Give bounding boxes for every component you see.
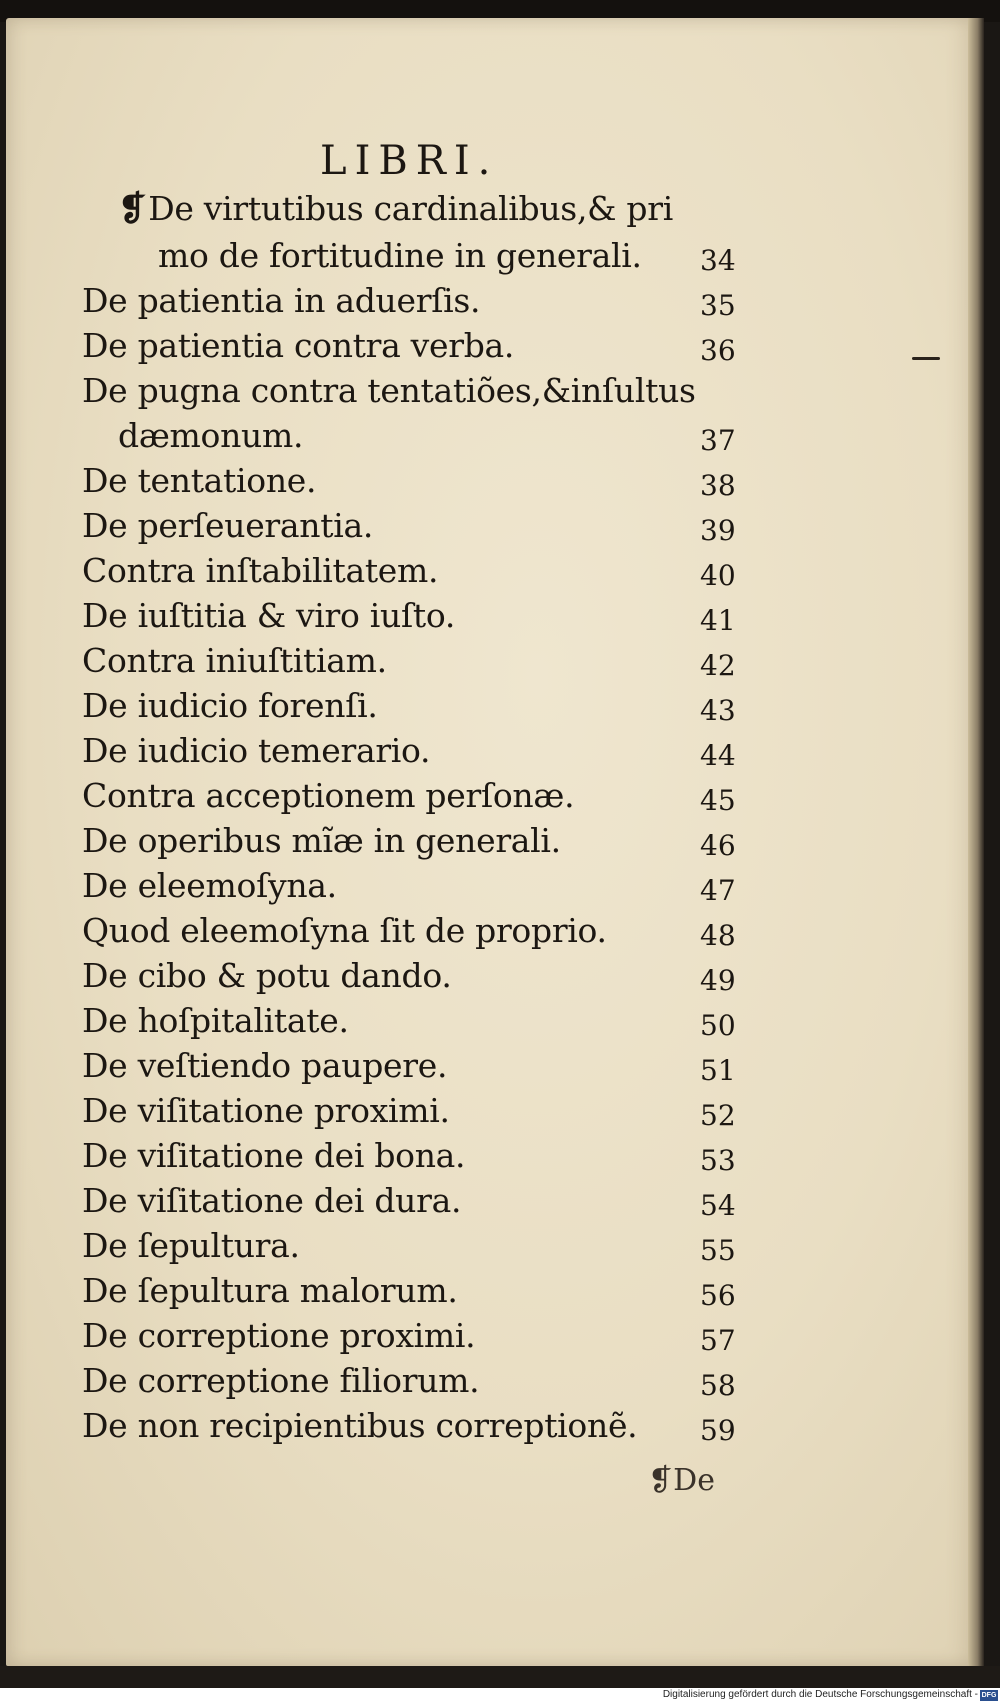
page-number: 35 [700,289,736,322]
toc-entry: Contra iniuſtitiam. [82,641,387,680]
page-number: 44 [700,739,736,772]
toc-entry: De veſtiendo paupere. [82,1046,448,1085]
toc-entry: Contra acceptionem perſonæ. [82,776,575,815]
toc-entry: De viſitatione proximi. [82,1091,450,1130]
page-number: 58 [700,1369,736,1402]
toc-entry: De ſepultura malorum. [82,1271,458,1310]
page-number: 46 [700,829,736,862]
page-number: 59 [700,1414,736,1447]
toc-entry: De perſeuerantia. [82,506,374,545]
toc-entry-1-line2: mo de fortitudine in generali. [158,236,642,275]
page-heading: LIBRI. [320,138,499,184]
page-number: 47 [700,874,736,907]
toc-entry: De iudicio forenſi. [82,686,378,725]
toc-entry: De hoſpitalitate. [82,1001,349,1040]
toc-entry: De operibus mĩæ in generali. [82,821,561,860]
page-number: 39 [700,514,736,547]
page-number: 45 [700,784,736,817]
toc-entry: De tentatione. [82,461,317,500]
toc-entry: De viſitatione dei dura. [82,1181,462,1220]
page-number: 41 [700,604,736,637]
page-number: 43 [700,694,736,727]
toc-entry: De eleemoſyna. [82,866,337,905]
page-number: 48 [700,919,736,952]
toc-entry: De iudicio temerario. [82,731,431,770]
page-number: 57 [700,1324,736,1357]
funding-credit: Digitalisierung gefördert durch die Deutsche Forschungsgemeinschaft - [662,1689,978,1700]
toc-entry-continuation: dæmonum. [118,416,304,455]
page-number: 52 [700,1099,736,1132]
toc-entry: De correptione filiorum. [82,1361,480,1400]
toc-entry: Quod eleemoſyna ſit de proprio. [82,911,607,950]
pilcrow-icon: ❡ [118,189,147,229]
page-number: 34 [700,244,736,277]
page-number: 37 [700,424,736,457]
page-number: 49 [700,964,736,997]
page-number: 55 [700,1234,736,1267]
scan-bottom-border [0,1666,1000,1688]
entry-text: De virtutibus cardinalibus,& pri [148,189,673,228]
footer-bar [0,1688,1000,1703]
toc-entry: De viſitatione dei bona. [82,1136,466,1175]
catchword: ❡De [648,1463,715,1498]
page-number: 53 [700,1144,736,1177]
toc-entry: De ſepultura. [82,1226,300,1265]
page-number: 51 [700,1054,736,1087]
page-number: 40 [700,559,736,592]
toc-entry: Contra inſtabilitatem. [82,551,439,590]
page-number: 54 [700,1189,736,1222]
toc-entry: De pugna contra tentatiões,&inſultus [82,371,696,410]
page-number: 42 [700,649,736,682]
toc-entry: De patientia contra verba. [82,326,515,365]
page-number: 38 [700,469,736,502]
page-number: 50 [700,1009,736,1042]
page-number: 36 [700,334,736,367]
toc-entry-1-line1 [118,189,673,229]
toc-entry: De cibo & potu dando. [82,956,452,995]
dfg-logo: DFG [981,1692,997,1699]
page-edge [968,18,984,1666]
page-number: 56 [700,1279,736,1312]
toc-entry: De iuſtitia & viro iuſto. [82,596,456,635]
ink-mark [912,357,940,360]
toc-entry: De non recipientibus correptionẽ. [82,1406,638,1445]
toc-entry: De correptione proximi. [82,1316,476,1355]
toc-entry: De patientia in aduerſis. [82,281,481,320]
